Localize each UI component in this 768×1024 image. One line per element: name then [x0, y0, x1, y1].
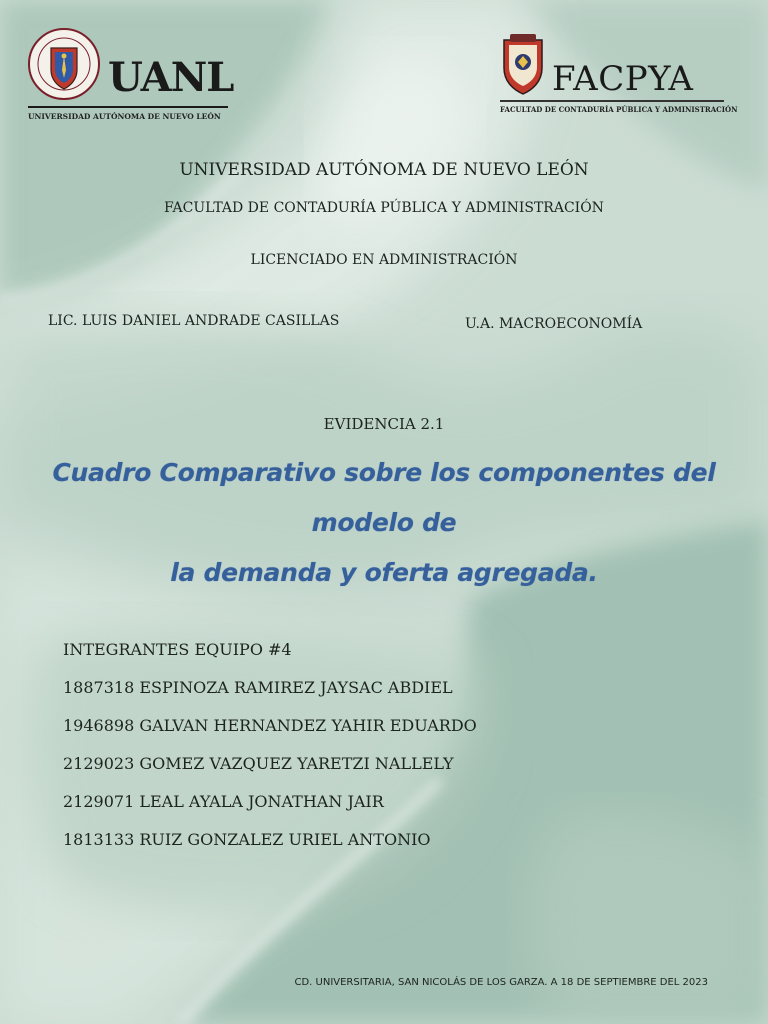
team-member: 1813133 RUIZ GONZALEZ URIEL ANTONIO [63, 830, 431, 849]
team-list [63, 636, 477, 864]
degree-name: LICENCIADO EN ADMINISTRACIÓN [250, 252, 518, 268]
uanl-logo [28, 26, 238, 126]
facpya-divider [500, 100, 724, 102]
facpya-subtitle: FACULTAD DE CONTADURÍA PÚBLICA Y ADMINISTRACIÓN [500, 105, 738, 114]
document-title-line-1: Cuadro Comparativo sobre los componentes del modelo de [52, 458, 716, 537]
facpya-seal-icon [500, 34, 546, 96]
uanl-subtitle: UNIVERSIDAD AUTÓNOMA DE NUEVO LEÓN [28, 112, 221, 121]
team-member: 2129071 LEAL AYALA JONATHAN JAIR [63, 792, 384, 811]
uanl-wordmark: UANL [108, 54, 234, 101]
university-name: UNIVERSIDAD AUTÓNOMA DE NUEVO LEÓN [179, 160, 589, 180]
course-name: U.A. MACROECONOMÍA [465, 316, 643, 332]
uanl-seal-icon [28, 26, 100, 104]
place-date-footer: CD. UNIVERSITARIA, SAN NICOLÁS DE LOS GARZA. A 18 DE SEPTIEMBRE DEL 2023 [294, 977, 708, 988]
facpya-logo [500, 34, 738, 120]
team-heading: INTEGRANTES EQUIPO #4 [63, 640, 292, 659]
faculty-name: FACULTAD DE CONTADURÍA PÚBLICA Y ADMINISTRACIÓN [164, 200, 604, 216]
document-title [0, 448, 768, 598]
professor-name: LIC. LUIS DANIEL ANDRADE CASILLAS [48, 313, 340, 329]
facpya-wordmark: FACPYA [552, 59, 694, 99]
document-title-line-2: la demanda y oferta agregada. [170, 558, 598, 587]
team-member: 1946898 GALVAN HERNANDEZ YAHIR EDUARDO [63, 716, 477, 735]
uanl-divider [28, 106, 228, 108]
team-member: 2129023 GOMEZ VAZQUEZ YARETZI NALLELY [63, 754, 454, 773]
team-member: 1887318 ESPINOZA RAMIREZ JAYSAC ABDIEL [63, 678, 453, 697]
evidence-label: EVIDENCIA 2.1 [323, 415, 445, 433]
